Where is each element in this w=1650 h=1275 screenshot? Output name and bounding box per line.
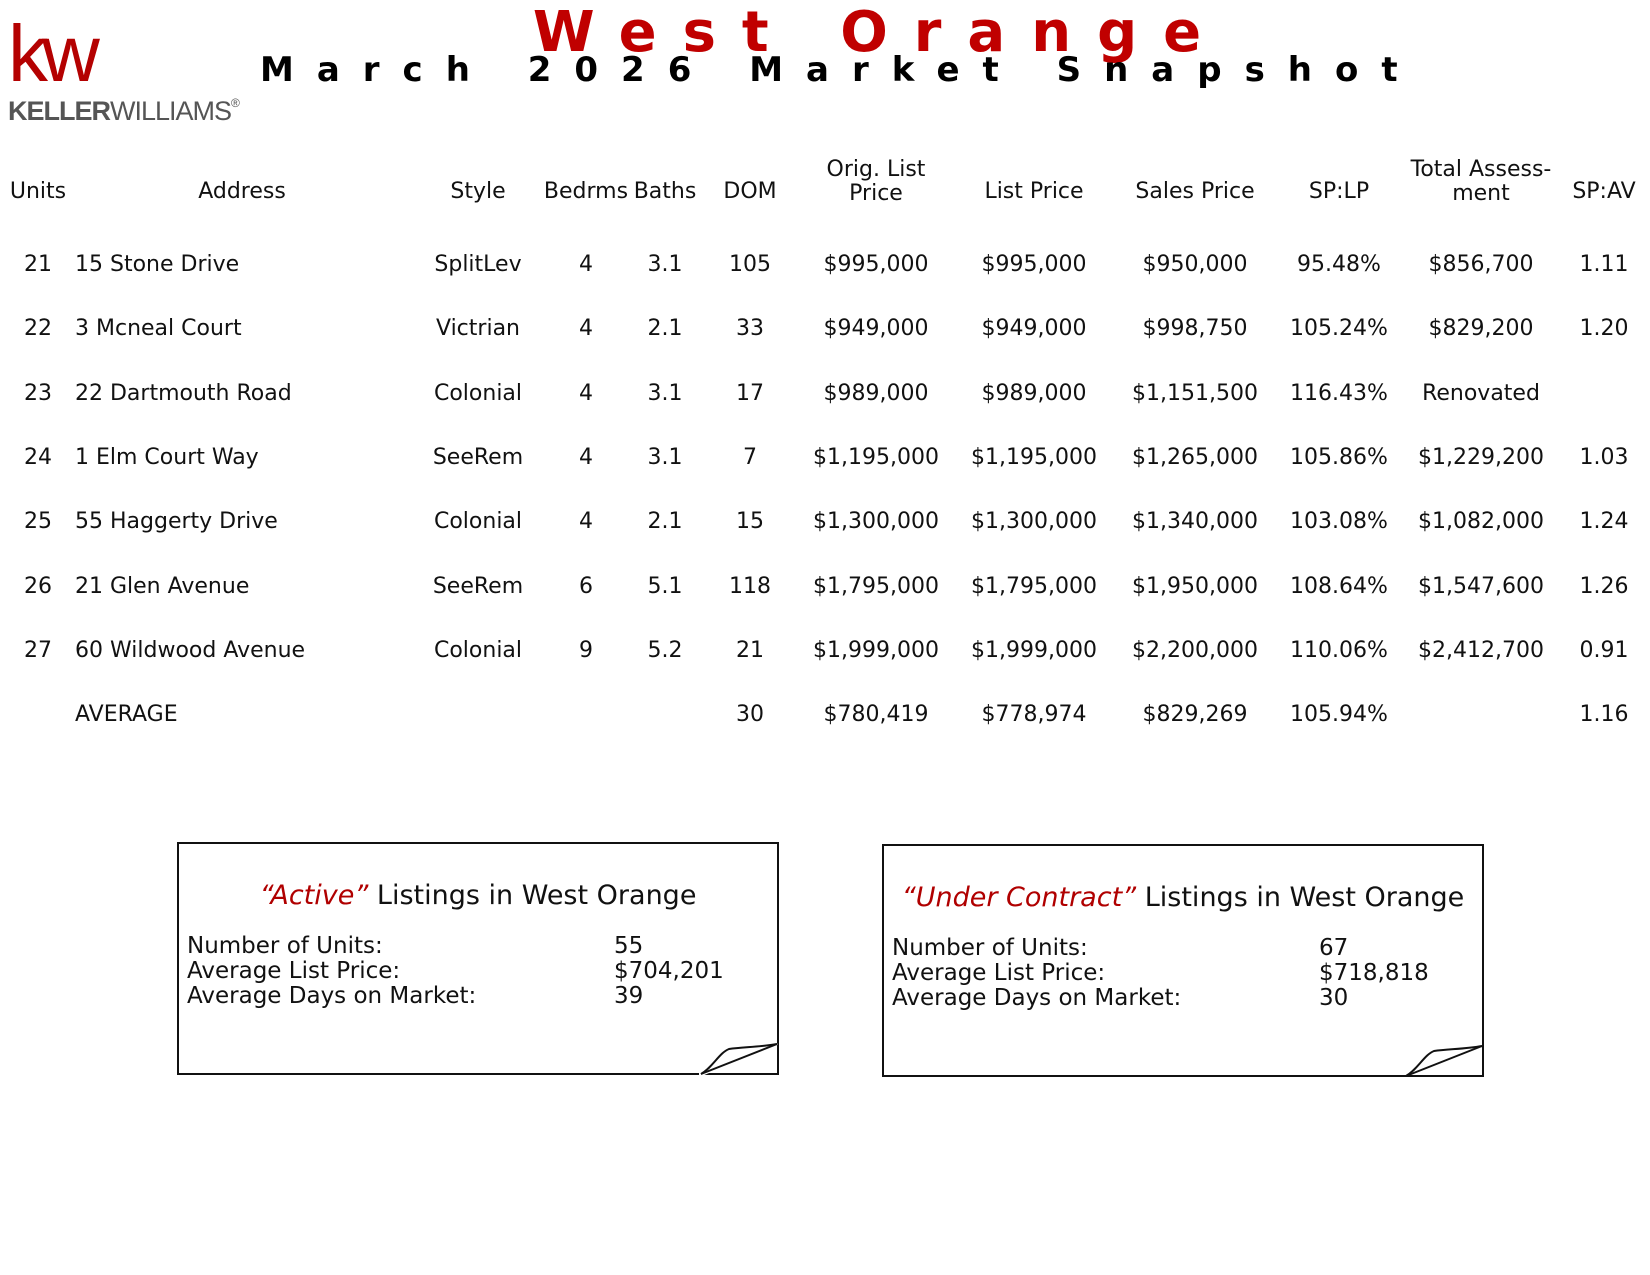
cell-address: 1 Elm Court Way (75, 444, 259, 470)
cell-baths: 3.1 (647, 444, 683, 470)
cell-sales-price: $1,265,000 (1132, 444, 1258, 470)
cell-sp-lp: 105.86% (1290, 444, 1388, 470)
cell-total-assessment: $1,547,600 (1418, 573, 1544, 599)
average-sp-lp: 105.94% (1290, 702, 1388, 728)
header-total-assessment (1411, 158, 1552, 206)
header-sp-av: SP:AV (1572, 179, 1636, 204)
page-subtitle: March 2026 Market Snapshot (260, 50, 1421, 90)
under-contract-title-emphasis: “Under Contract” (901, 882, 1137, 913)
cell-sales-price: $1,151,500 (1132, 380, 1258, 406)
under-contract-units-value: 67 (1319, 935, 1349, 961)
cell-sales-price: $2,200,000 (1132, 637, 1258, 663)
active-title-rest: Listings in West Orange (368, 880, 697, 911)
cell-bedrms: 4 (579, 380, 593, 406)
cell-style: Victrian (436, 316, 520, 342)
keller-williams-logo (8, 9, 239, 126)
cell-dom: 15 (736, 509, 764, 535)
cell-total-assessment: $829,200 (1428, 316, 1534, 342)
cell-style: SeeRem (432, 573, 524, 599)
page-curl-icon (1404, 1045, 1484, 1077)
cell-sp-av: 1.24 (1579, 509, 1629, 535)
header-bedrms: Bedrms (543, 179, 629, 204)
cell-address: 15 Stone Drive (75, 252, 240, 277)
registered-mark: ® (231, 96, 239, 110)
average-sales-price: $829,269 (1142, 702, 1248, 728)
cell-orig-list-price: $1,795,000 (813, 573, 939, 599)
cell-style: SeeRem (432, 444, 524, 470)
cell-sp-av: 1.20 (1579, 316, 1629, 342)
cell-bedrms: 4 (579, 509, 593, 535)
cell-address: 55 Haggerty Drive (75, 509, 278, 535)
cell-dom: 33 (736, 316, 764, 342)
cell-baths: 2.1 (647, 509, 683, 535)
cell-sp-av: 1.11 (1579, 252, 1629, 277)
header-orig-list-price (827, 158, 926, 206)
kw-logo-mark: kw (8, 9, 94, 98)
cell-dom: 21 (736, 637, 764, 663)
cell-sp-av: 1.03 (1579, 444, 1629, 470)
cell-address: 22 Dartmouth Road (75, 380, 292, 406)
cell-orig-list-price: $949,000 (823, 316, 929, 342)
header-list-price: List Price (984, 179, 1084, 204)
active-dom-value: 39 (614, 983, 644, 1009)
cell-baths: 5.2 (647, 637, 683, 663)
table-row (0, 638, 1650, 668)
under-contract-title-rest: Listings in West Orange (1136, 882, 1465, 913)
cell-address: 21 Glen Avenue (75, 573, 250, 599)
cell-style: Colonial (433, 509, 523, 535)
cell-sales-price: $998,750 (1142, 316, 1248, 342)
cell-sp-lp: 108.64% (1290, 573, 1388, 599)
active-listings-card (177, 842, 779, 1075)
cell-units: 23 (24, 380, 52, 406)
cell-bedrms: 4 (579, 444, 593, 470)
cell-style: Colonial (433, 637, 523, 663)
cell-bedrms: 6 (579, 573, 593, 599)
under-contract-card-title (884, 882, 1482, 913)
header-total-assessment-line1: Total Assess- (1410, 157, 1552, 182)
cell-list-price: $1,999,000 (971, 637, 1097, 663)
cell-sp-av: 1.26 (1579, 573, 1629, 599)
cell-sales-price: $950,000 (1142, 252, 1248, 277)
cell-units: 26 (24, 573, 52, 599)
active-price-label: Average List Price: (187, 958, 401, 984)
cell-baths: 3.1 (647, 252, 683, 277)
under-contract-dom-value: 30 (1319, 985, 1349, 1011)
cell-dom: 17 (736, 380, 764, 406)
header-units: Units (9, 179, 67, 204)
active-units-label: Number of Units: (187, 933, 383, 959)
cell-units: 21 (24, 252, 52, 277)
cell-orig-list-price: $1,999,000 (813, 637, 939, 663)
under-contract-units-label: Number of Units: (892, 935, 1088, 961)
cell-address: 60 Wildwood Avenue (75, 637, 306, 663)
cell-sp-av: 0.91 (1579, 637, 1629, 663)
cell-units: 25 (24, 509, 52, 535)
cell-total-assessment: $2,412,700 (1418, 637, 1544, 663)
average-list-price: $778,974 (981, 702, 1087, 728)
average-label: AVERAGE (75, 702, 178, 728)
cell-baths: 5.1 (647, 573, 683, 599)
header-address: Address (198, 179, 286, 204)
header-baths: Baths (633, 179, 697, 204)
cell-orig-list-price: $989,000 (823, 380, 929, 406)
cell-list-price: $1,795,000 (971, 573, 1097, 599)
cell-orig-list-price: $1,195,000 (813, 444, 939, 470)
page-title: West Orange (532, 0, 1228, 65)
cell-total-assessment: Renovated (1422, 380, 1540, 406)
cell-units: 27 (24, 637, 52, 663)
cell-sp-lp: 116.43% (1290, 380, 1388, 406)
under-contract-dom-label: Average Days on Market: (892, 985, 1182, 1011)
active-price-value: $704,201 (614, 958, 724, 984)
cell-baths: 2.1 (647, 316, 683, 342)
brand-wordmark (8, 96, 239, 127)
under-contract-price-label: Average List Price: (892, 960, 1106, 986)
cell-total-assessment: $856,700 (1428, 252, 1534, 277)
table-row (0, 509, 1650, 539)
active-dom-label: Average Days on Market: (187, 983, 477, 1009)
header-sales-price: Sales Price (1135, 179, 1255, 204)
cell-style: Colonial (433, 380, 523, 406)
header-sp-lp: SP:LP (1308, 179, 1370, 204)
cell-address: 3 Mcneal Court (75, 316, 242, 342)
cell-dom: 7 (743, 444, 757, 470)
cell-orig-list-price: $995,000 (823, 252, 929, 277)
brand-bold: KELLER (8, 96, 110, 126)
cell-sp-lp: 103.08% (1290, 509, 1388, 535)
cell-list-price: $989,000 (981, 380, 1087, 406)
cell-list-price: $1,300,000 (971, 509, 1097, 535)
header-total-assessment-line2: ment (1452, 181, 1510, 206)
cell-sp-lp: 110.06% (1290, 637, 1388, 663)
cell-units: 22 (24, 316, 52, 342)
header-orig-list-price-line1: Orig. List (826, 157, 926, 182)
header-orig-list-price-line2: Price (849, 181, 903, 206)
cell-units: 24 (24, 444, 52, 470)
average-orig-list-price: $780,419 (823, 702, 929, 728)
cell-list-price: $1,195,000 (971, 444, 1097, 470)
table-row (0, 316, 1650, 346)
cell-total-assessment: $1,082,000 (1418, 509, 1544, 535)
cell-sales-price: $1,340,000 (1132, 509, 1258, 535)
brand-light: WILLIAMS (110, 96, 232, 126)
cell-bedrms: 4 (579, 252, 593, 277)
cell-total-assessment: $1,229,200 (1418, 444, 1544, 470)
active-units-value: 55 (614, 933, 644, 959)
cell-list-price: $995,000 (981, 252, 1087, 277)
cell-dom: 105 (729, 252, 771, 277)
cell-style: SplitLev (434, 252, 522, 277)
table-row (0, 574, 1650, 604)
average-dom: 30 (736, 702, 764, 728)
table-row (0, 381, 1650, 411)
cell-orig-list-price: $1,300,000 (813, 509, 939, 535)
page-curl-icon (699, 1043, 779, 1075)
active-title-emphasis: “Active” (259, 880, 369, 911)
cell-sp-lp: 105.24% (1290, 316, 1388, 342)
average-sp-av: 1.16 (1579, 702, 1629, 728)
table-row (0, 252, 1650, 282)
cell-baths: 3.1 (647, 380, 683, 406)
header-style: Style (450, 179, 506, 204)
table-row (0, 445, 1650, 475)
header-dom: DOM (723, 179, 777, 204)
cell-bedrms: 9 (579, 637, 593, 663)
under-contract-listings-card (882, 844, 1484, 1077)
table-average-row (0, 702, 1650, 732)
under-contract-price-value: $718,818 (1319, 960, 1429, 986)
cell-dom: 118 (729, 573, 771, 599)
cell-bedrms: 4 (579, 316, 593, 342)
cell-sp-lp: 95.48% (1297, 252, 1381, 277)
cell-sales-price: $1,950,000 (1132, 573, 1258, 599)
active-card-title (179, 880, 777, 911)
cell-list-price: $949,000 (981, 316, 1087, 342)
